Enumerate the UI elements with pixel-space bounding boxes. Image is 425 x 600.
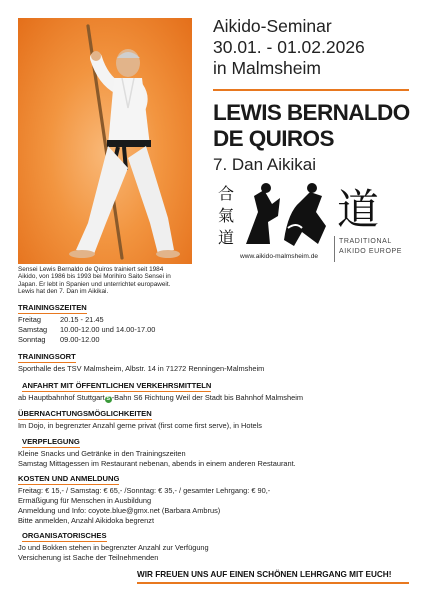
uebernachtung-text: Im Dojo, in begrenzter Anzahl gerne privat (first come first serve), in Hotels	[18, 421, 262, 430]
tae-logo-text-line2: AIKIDO EUROPE	[339, 248, 403, 255]
kosten-line: Ermäßigung für Menschen in Ausbildung	[18, 496, 152, 505]
verpflegung-line: Samstag Mittagessen im Restaurant nebenan, abends in einem anderen Restaurant.	[18, 459, 296, 468]
caption-line: Aikido, von 1986 bis 1993 bei Morihiro Saito Sensei in	[18, 273, 171, 281]
kanji-char: 氣	[217, 206, 234, 225]
instructor-photo	[18, 18, 192, 264]
trainingsort-text: Sporthalle des TSV Malmsheim, Albstr. 14 in 71272 Renningen-Malmsheim	[18, 364, 265, 373]
verpflegung-line: Kleine Snacks und Getränke in den Trainingszeiten	[18, 449, 186, 458]
schedule-day: Sonntag	[18, 335, 46, 344]
tae-logo-mark: 道	[337, 185, 380, 234]
heading-organisatorisches: ORGANISATORISCHES	[22, 531, 107, 540]
organisatorisches-line: Versicherung ist Sache der Teilnehmenden	[18, 553, 159, 562]
heading-trainingszeiten: TRAININGSZEITEN	[18, 303, 87, 312]
sbahn-icon: S	[106, 396, 111, 402]
event-dates: 30.01. - 01.02.2026	[213, 37, 365, 57]
schedule-day: Freitag	[18, 315, 42, 324]
caption-line: Japan. Er lebt in Spanien und unterrichtet europaweit.	[18, 280, 171, 288]
aikido-kanji	[215, 183, 237, 249]
tae-divider	[334, 236, 335, 262]
tae-logo-text-line1: TRADITIONAL	[339, 238, 392, 245]
heading-verpflegung: VERPFLEGUNG	[22, 437, 80, 446]
dojo-website[interactable]: www.aikido-malmsheim.de	[240, 253, 319, 260]
photo-caption	[18, 266, 218, 296]
schedule-time: 09.00-12.00	[60, 335, 100, 344]
event-title: Aikido-Seminar	[213, 16, 332, 36]
kosten-line: Freitag: € 15,- / Samstag: € 65,- /Sonntag: € 35,- / gesamter Lehrgang: € 90,-	[18, 486, 271, 495]
accent-divider	[213, 89, 409, 91]
kosten-line: Bitte anmelden, Anzahl Aikidoka begrenzt	[18, 516, 154, 525]
schedule-time: 20.15 - 21.45	[60, 315, 104, 324]
kanji-char: 道	[217, 228, 234, 247]
heading-kosten: KOSTEN UND ANMELDUNG	[18, 474, 120, 483]
closing-message: WIR FREUEN UNS AUF EINEN SCHÖNEN LEHRGANG MIT EUCH!	[137, 570, 392, 579]
anfahrt-text-after: -Bahn S6 Richtung Weil der Stadt bis Bahnhof Malmsheim	[111, 393, 303, 402]
schedule-time: 10.00-12.00 und 14.00-17.00	[60, 325, 156, 334]
anfahrt-text-before: ab Hauptbahnhof Stuttgart	[18, 393, 105, 402]
heading-uebernachtung: ÜBERNACHTUNGSMÖGLICHKEITEN	[18, 409, 152, 418]
organisatorisches-line: Jo und Bokken stehen in begrenzter Anzahl zur Verfügung	[18, 543, 209, 552]
heading-trainingsort: TRAININGSORT	[18, 352, 76, 361]
dojo-logo-figures	[240, 182, 328, 257]
heading-anfahrt: ANFAHRT MIT ÖFFENTLICHEN VERKEHRSMITTELN	[22, 381, 212, 390]
instructor-rank: 7. Dan Aikikai	[213, 155, 316, 174]
instructor-name-line2: DE QUIROS	[213, 126, 334, 151]
event-place: in Malmsheim	[213, 58, 321, 78]
caption-line: Sensei Lewis Bernaldo de Quiros trainiert seit 1984	[18, 266, 164, 273]
closing-divider	[137, 582, 409, 584]
kosten-contact-line[interactable]: Anmeldung und Info: coyote.blue@gmx.net (Barbara Ambrus)	[18, 506, 221, 515]
instructor-name-line1: LEWIS BERNALDO	[213, 100, 410, 125]
schedule-day: Samstag	[18, 325, 48, 334]
kanji-char: 合	[217, 184, 234, 203]
anfahrt-text	[18, 393, 303, 403]
caption-line: Lewis hat den 7. Dan im Aikikai.	[18, 288, 109, 296]
